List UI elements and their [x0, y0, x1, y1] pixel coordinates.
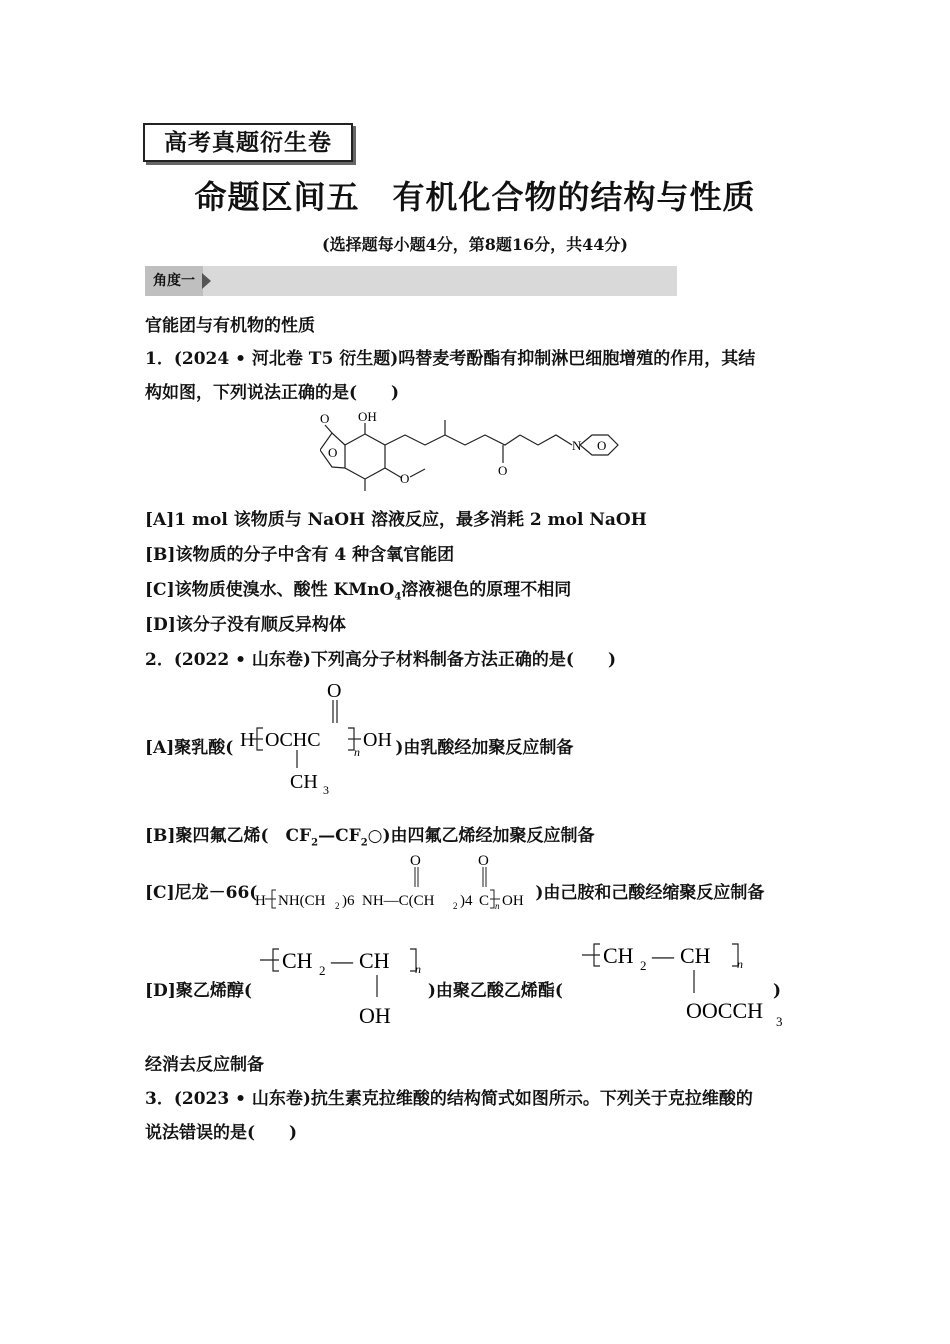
polylactic-acid-structure — [235, 678, 405, 798]
page-title: 命题区间五 有机化合物的结构与性质 — [194, 178, 756, 216]
svg-text:O: O — [327, 680, 342, 702]
svg-text:OH: OH — [359, 1003, 391, 1028]
q1-morph-o: O — [597, 438, 607, 453]
svg-text:CH: CH — [603, 943, 634, 968]
svg-text:H: H — [255, 893, 266, 909]
svg-text:C: C — [479, 893, 490, 909]
svg-text:3: 3 — [323, 783, 329, 797]
svg-text:n: n — [495, 901, 500, 911]
q2-stem: 2．(2022 • 山东卷)下列高分子材料制备方法正确的是( ) — [145, 650, 617, 670]
svg-text:O: O — [478, 853, 489, 869]
q1-structure — [320, 405, 620, 495]
q2-option-c: [C]尼龙－66( )由己胺和己酸经缩聚反应制备 — [145, 883, 765, 903]
nylon-66-structure — [250, 852, 540, 912]
section-heading: 官能团与有机物的性质 — [145, 316, 315, 336]
svg-text:2: 2 — [640, 958, 647, 973]
section-bar — [145, 266, 677, 296]
svg-text:—: — — [331, 948, 353, 973]
svg-text:NH—C(CH: NH—C(CH — [362, 893, 435, 909]
svg-text:CH: CH — [290, 771, 318, 793]
q2-option-d: [D]聚乙烯醇( )由聚乙酸乙烯酯( ) — [145, 981, 782, 1001]
angle-arrow-icon — [202, 273, 211, 289]
q1-option-b: [B]该物质的分子中含有 4 种含氧官能团 — [145, 545, 455, 565]
svg-text:n: n — [415, 962, 421, 976]
svg-text:O: O — [410, 853, 421, 869]
angle-label: 角度一 — [145, 266, 203, 296]
svg-text:3: 3 — [776, 1014, 783, 1029]
q1-morph-n: N — [572, 438, 582, 453]
q1-carbonyl-o: O — [320, 411, 330, 426]
page-subtitle: (选择题每小题4分，第8题16分，共44分) — [322, 235, 628, 254]
svg-text:n: n — [737, 957, 743, 971]
q1-option-d: [D]该分子没有顺反异构体 — [145, 615, 346, 635]
paper-badge: 高考真题衍生卷 — [143, 123, 353, 162]
svg-text:CH: CH — [282, 948, 313, 973]
svg-text:H: H — [240, 729, 255, 751]
svg-text:OOCCH: OOCCH — [686, 998, 764, 1023]
q2-option-d-cont: 经消去反应制备 — [145, 1055, 264, 1075]
q1-ester-o: O — [498, 463, 508, 478]
polyvinyl-alcohol-structure — [255, 935, 430, 1035]
q1-methoxy-o: O — [400, 471, 410, 486]
q1-stem-line1: 1．(2024 • 河北卷 T5 衍生题)吗替麦考酚酯有抑制淋巴细胞增殖的作用，其结 — [145, 349, 756, 369]
q1-option-a: [A]1 mol 该物质与 NaOH 溶液反应，最多消耗 2 mol NaOH — [145, 510, 647, 530]
q1-ring-o: O — [328, 445, 338, 460]
svg-text:NH(CH: NH(CH — [278, 893, 326, 909]
svg-text:2: 2 — [319, 963, 326, 978]
polyvinyl-acetate-structure — [580, 930, 795, 1035]
q3-stem-line2: 说法错误的是( ) — [145, 1123, 298, 1143]
q2-option-b: [B]聚四氟乙烯( $CF_2—CF_2○$)由四氟乙烯经加聚反应制备 — [145, 826, 595, 849]
svg-text:2: 2 — [335, 901, 340, 911]
svg-text:CH: CH — [359, 948, 390, 973]
svg-text:CH: CH — [680, 943, 711, 968]
q1-option-c: [C]该物质使溴水、酸性 KMnO$_4$溶液褪色的原理不相同 — [145, 580, 572, 603]
svg-text:)4: )4 — [460, 893, 473, 909]
svg-text:OH: OH — [502, 893, 524, 909]
q1-oh: OH — [358, 409, 377, 424]
q3-stem-line1: 3．(2023 • 山东卷)抗生素克拉维酸的结构简式如图所示。下列关于克拉维酸的 — [145, 1089, 753, 1109]
q1-stem-line2: 构如图，下列说法正确的是( ) — [145, 383, 400, 403]
svg-text:)6: )6 — [342, 893, 355, 909]
svg-text:OH: OH — [363, 729, 392, 751]
svg-text:n: n — [354, 745, 360, 759]
svg-text:2: 2 — [453, 901, 458, 911]
q2-option-a: [A]聚乳酸( )由乳酸经加聚反应制备 — [145, 738, 574, 758]
svg-text:OCHC: OCHC — [265, 729, 321, 751]
svg-text:—: — — [652, 943, 674, 968]
